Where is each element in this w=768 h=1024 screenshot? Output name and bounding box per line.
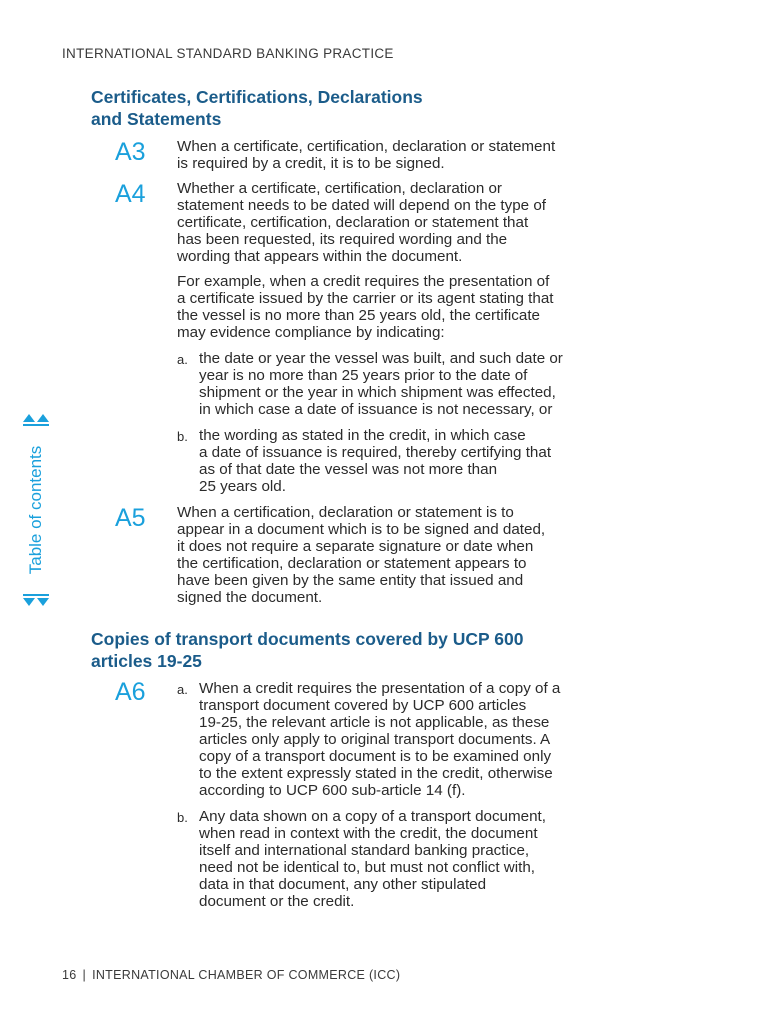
section-heading-line: articles 19-25 <box>91 651 202 671</box>
text-line: appear in a document which is to be signed and dated, <box>177 521 546 538</box>
list-item-a4-a <box>177 350 677 418</box>
section-heading-line: and Statements <box>91 109 222 129</box>
paragraph-a5-text <box>177 504 677 606</box>
list-item-text <box>177 680 677 799</box>
text-line: Any data shown on a copy of a transport document, <box>199 808 546 825</box>
paragraph-a4-text <box>177 180 677 265</box>
text-line: according to UCP 600 sub-article 14 (f). <box>199 782 466 799</box>
paragraph-label-a4: A4 <box>115 180 146 208</box>
paragraph-a4-example <box>177 273 677 341</box>
list-item-a6-b <box>177 808 677 910</box>
text-line: statement needs to be dated will depend on the type of <box>177 197 546 214</box>
paragraph-a3-text <box>177 138 677 172</box>
text-line: a date of issuance is required, thereby certifying that <box>199 444 552 461</box>
list-item-text <box>177 808 677 910</box>
text-line: When a certificate, certification, declaration or statement <box>177 138 556 155</box>
page-number: 16 <box>62 968 77 982</box>
section-heading-certificates <box>91 86 423 130</box>
section-heading-transport-copies <box>91 628 523 672</box>
text-line: signed the document. <box>177 589 323 606</box>
list-item-a6-a <box>177 680 677 799</box>
paragraph-label-a5: A5 <box>115 504 146 532</box>
text-line: as of that date the vessel was not more than <box>199 461 498 478</box>
list-marker: a. <box>177 682 188 697</box>
text-line: when read in context with the credit, the document <box>199 825 538 842</box>
list-marker: b. <box>177 810 188 825</box>
text-line: transport document covered by UCP 600 articles <box>199 697 527 714</box>
table-of-contents-tab[interactable] <box>22 412 50 608</box>
text-line: articles only apply to original transport documents. A <box>199 731 551 748</box>
text-line: the date or year the vessel was built, and such date or <box>199 350 563 367</box>
text-line: document or the credit. <box>199 893 355 910</box>
text-line: certificate, certification, declaration or statement that <box>177 214 529 231</box>
list-item-text <box>177 350 677 418</box>
page-footer <box>62 968 400 982</box>
running-header: INTERNATIONAL STANDARD BANKING PRACTICE <box>62 46 394 61</box>
text-line: 25 years old. <box>199 478 286 495</box>
text-line: in which case a date of issuance is not necessary, or <box>199 401 553 418</box>
section-heading-line: Copies of transport documents covered by UCP 600 <box>91 629 524 649</box>
table-of-contents-link[interactable]: Table of contents <box>26 445 45 575</box>
text-line: data in that document, any other stipulated <box>199 876 487 893</box>
text-line: the certification, declaration or statement appears to <box>177 555 527 572</box>
footer-separator: | <box>82 968 87 982</box>
text-line: Whether a certificate, certification, declaration or <box>177 180 502 197</box>
text-line: it does not require a separate signature or date when <box>177 538 534 555</box>
text-line: wording that appears within the document. <box>177 248 463 265</box>
footer-organization: INTERNATIONAL CHAMBER OF COMMERCE (ICC) <box>92 968 401 982</box>
text-line: itself and international standard banking practice, <box>199 842 530 859</box>
text-line: to the extent expressly stated in the credit, otherwise <box>199 765 553 782</box>
paragraph-label-a3: A3 <box>115 138 146 166</box>
list-marker: b. <box>177 429 188 444</box>
double-chevron-up-icon[interactable] <box>22 412 50 434</box>
paragraph-label-a6: A6 <box>115 678 146 706</box>
text-line: year is no more than 25 years prior to the date of <box>199 367 528 384</box>
text-line: copy of a transport document is to be examined only <box>199 748 552 765</box>
text-line: a certificate issued by the carrier or its agent stating that <box>177 290 554 307</box>
text-line: is required by a credit, it is to be signed. <box>177 155 445 172</box>
list-marker: a. <box>177 352 188 367</box>
text-line: may evidence compliance by indicating: <box>177 324 445 341</box>
list-item-text <box>177 427 677 495</box>
text-line: For example, when a credit requires the presentation of <box>177 273 550 290</box>
section-heading-line: Certificates, Certifications, Declarations <box>91 87 423 107</box>
text-line: the wording as stated in the credit, in which case <box>199 427 526 444</box>
list-item-a4-b <box>177 427 677 495</box>
text-line: When a credit requires the presentation of a copy of a <box>199 680 561 697</box>
text-line: have been given by the same entity that issued and <box>177 572 524 589</box>
text-line: shipment or the year in which shipment was effected, <box>199 384 556 401</box>
text-line: When a certification, declaration or statement is to <box>177 504 514 521</box>
double-chevron-down-icon[interactable] <box>22 586 50 608</box>
text-line: the vessel is no more than 25 years old, the certificate <box>177 307 541 324</box>
text-line: 19-25, the relevant article is not applicable, as these <box>199 714 550 731</box>
text-line: has been requested, its required wording and the <box>177 231 508 248</box>
text-line: need not be identical to, but must not conflict with, <box>199 859 536 876</box>
